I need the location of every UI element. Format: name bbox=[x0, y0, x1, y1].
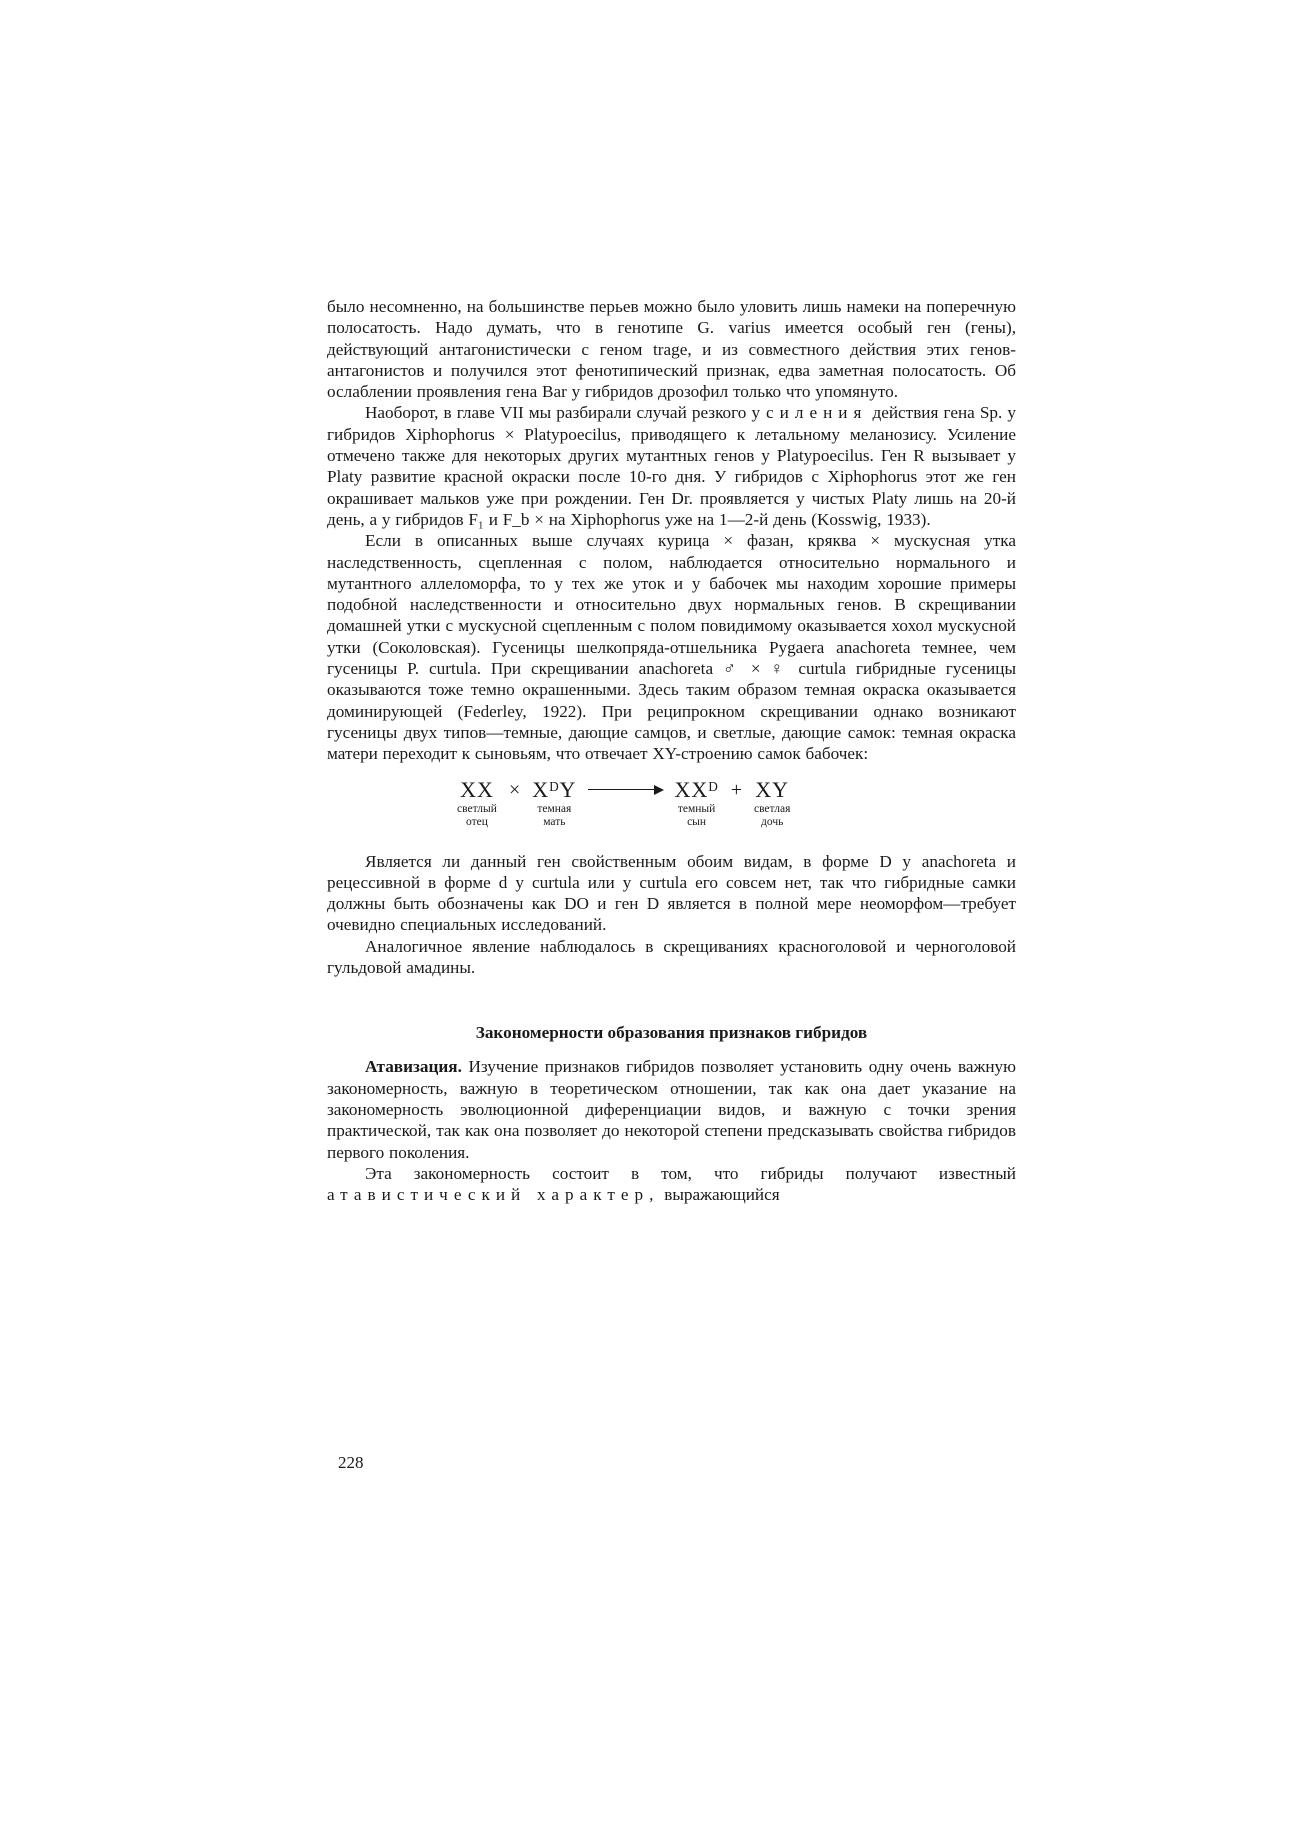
cross-formula bbox=[457, 777, 1016, 839]
cross-sign: × bbox=[508, 778, 521, 801]
page-body bbox=[327, 296, 1016, 1205]
page-number: 228 bbox=[338, 1453, 364, 1472]
paragraph-5: Аналогичное явление наблюдалось в скрещиваниях красноголовой и черноголовой гульдовой амадины. bbox=[327, 936, 1016, 978]
formula-son bbox=[674, 777, 718, 829]
mother-caption-1: темная bbox=[537, 802, 572, 815]
arrow-line bbox=[588, 789, 654, 790]
son-symbol: XXᴰ bbox=[674, 776, 719, 802]
spaced-word-usilenie: усиления bbox=[751, 403, 868, 423]
son-caption-2: сын bbox=[687, 815, 707, 828]
father-caption-2: отец bbox=[466, 815, 488, 828]
paragraph-7-end: выражающийся bbox=[664, 1185, 780, 1205]
arrow-icon bbox=[588, 777, 664, 803]
paragraph-4: Является ли данный ген свойственным обоим видам, в форме D у anachoreta и рецессивной в форме d у curtula или у curtula его совсем нет, так что гибридные самки должны быть обозначены как DO и ген D является в полной мере неоморфом—требует очевидно специальных исследований. bbox=[327, 851, 1016, 935]
mother-symbol: XᴰY bbox=[532, 776, 577, 802]
formula-father bbox=[457, 777, 497, 829]
section-heading: Закономерности образования признаков гибридов bbox=[475, 1023, 868, 1043]
plus-sign: + bbox=[730, 778, 742, 801]
daughter-caption-1: светлая bbox=[753, 802, 791, 815]
paragraph-7-start: Эта закономерность состоит в том, что гибриды получают известный bbox=[365, 1163, 1016, 1183]
formula-daughter bbox=[754, 777, 790, 829]
run-in-heading-atavizatsiya: Атавизация. bbox=[365, 1057, 462, 1077]
spaced-phrase-atavisticheskiy: атавистический характер, bbox=[327, 1185, 660, 1205]
daughter-symbol: XY bbox=[755, 776, 790, 802]
paragraph-6-text: Изучение признаков гибридов позволяет установить одну очень важную закономерность, важную в теоретическом отношении, так как она дает указание на закономерность эволюционной диференциации видов, и важную с точки зрения практической, так как она позволяет до некоторой степени предсказывать свойства гибридов первого поколения. bbox=[327, 1057, 1016, 1162]
paragraph-2 bbox=[327, 402, 1016, 530]
father-symbol: XX bbox=[460, 776, 494, 802]
daughter-caption-2: дочь bbox=[761, 815, 784, 828]
son-caption-1: темный bbox=[677, 802, 716, 815]
arrow-head bbox=[654, 785, 664, 795]
paragraph-7 bbox=[327, 1163, 1016, 1206]
paragraph-6 bbox=[327, 1056, 1016, 1162]
paragraph-1: было несомненно, на большинстве перьев можно было уловить лишь намеки на поперечную полосатость. Надо думать, что в генотипе G. varius имеется особый ген (гены), действующий антагонистически с геном trage, и из совместного действия этих генов-антагонистов и получился этот фенотипический признак, едва заметная полосатость. Об ослаблении проявления гена Bar у гибридов дрозофил только что упомянуто. bbox=[327, 297, 1016, 402]
paragraph-3: Если в описанных выше случаях курица × фазан, кряква × мускусная утка наследственность, сцепленная с полом, наблюдается относительно нормального и мутантного аллеломорфа, то у тех же уток и у бабочек мы находим хорошие примеры подобной наследственности и относительно двух нормальных генов. В скрещивании домашней утки с мускусной сцепленным с полом повидимому оказывается хохол мускусной утки (Соколовская). Гусеницы шелкопряда-отшельника Pygaera anachoreta темнее, чем гусеницы P. curtula. При скрещивании anachoreta ♂ × ♀ curtula гибридные гусеницы оказываются тоже темно окрашенными. Здесь таким образом темная окраска оказывается доминирующей (Federley, 1922). При реципрокном скрещивании однако возникают гусеницы двух типов—темные, дающие самцов, и светлые, дающие самок: темная окраска матери переходит к сыновьям, что отвечает XY-строению самок бабочек: bbox=[327, 531, 1016, 764]
paragraph-2-start: Наоборот, в главе VII мы разбирали случай резкого bbox=[365, 403, 747, 423]
formula-mother bbox=[532, 777, 576, 829]
paragraph-2-rest: действия гена Sp. у гибридов Xiphophorus × Platypoecilus, приводящего к летальному меланозису. Усиление отмечено также для некоторых других мутантных генов у Platypoecilus. Ген R вызывает у Platy развитие красной окраски после 10-го дня. У гибридов с Xiphophorus этот же ген окрашивает мальков уже при рождении. Ген Dr. проявляется у чистых Platy лишь на 20-й день, а у гибридов F₁ и F_b × на Xiphophorus уже на 1—2-й день (Kosswig, 1933). bbox=[327, 403, 1016, 529]
mother-caption-2: мать bbox=[543, 815, 566, 828]
father-caption-1: светлый bbox=[457, 802, 497, 815]
